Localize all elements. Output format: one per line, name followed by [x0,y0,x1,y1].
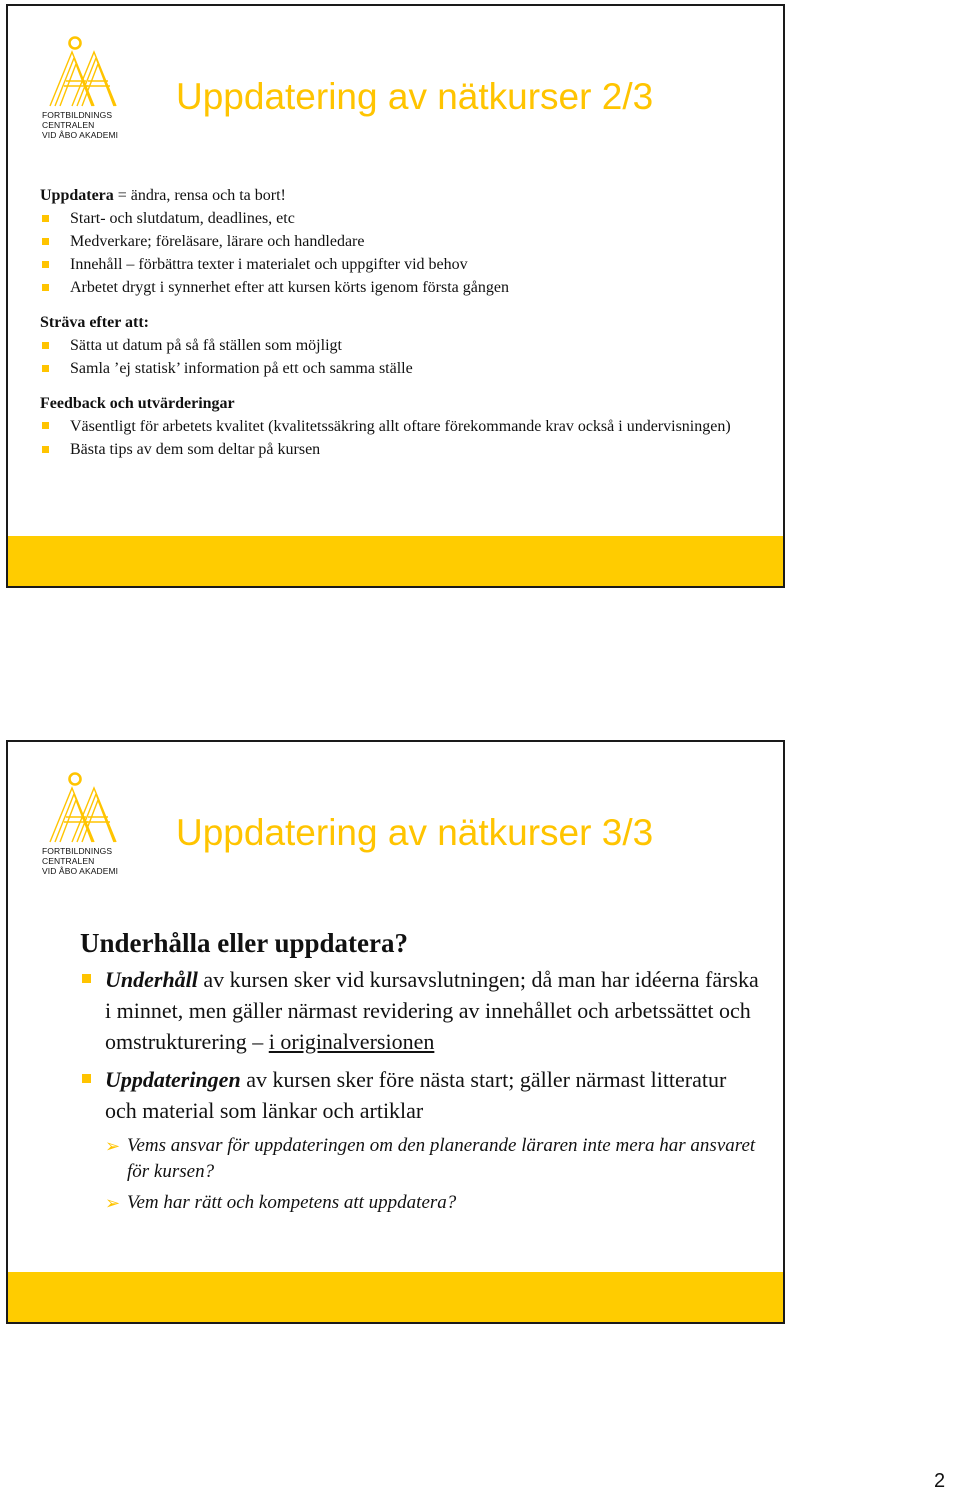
page-number: 2 [934,1470,946,1492]
square-bullet-icon [42,422,49,429]
slide-2 [6,740,785,1324]
bullet-list [80,964,760,1126]
section-heading: Feedback och utvärderingar [40,395,235,412]
item-text: Samla ’ej statisk’ information på ett och samma ställe [70,360,413,377]
item-lead: Uppdateringen [105,1067,241,1092]
square-bullet-icon [42,446,49,453]
arrow-list [105,1133,760,1216]
item-text: Vem har rätt och kompetens att uppdatera? [127,1192,457,1213]
item-lead: Underhåll [105,967,198,992]
logo [42,34,122,149]
item-text: Vems ansvar för uppdateringen om den planerande läraren inte mera har ansvaret för kursen? [127,1135,756,1182]
square-bullet-icon [42,342,49,349]
arrow-list-item [105,1133,760,1185]
arrow-bullet-icon: ➢ [105,1193,121,1213]
list-item [40,415,770,438]
list-item [40,253,770,276]
logo-text [42,110,122,140]
square-bullet-icon [42,238,49,245]
logo-line: VID ÅBO AKADEMI [42,130,119,140]
list-item [40,438,770,461]
heading-rest: = ändra, rensa och ta bort! [113,187,286,204]
item-text: Arbetet drygt i synnerhet efter att kursen körts igenom första gången [70,279,509,296]
list-item [40,207,770,230]
slide-1 [6,4,785,588]
aa-ring-logo-icon [42,770,122,846]
list-item [40,276,770,299]
slide-body [80,926,760,1221]
arrow-list-item [105,1190,760,1216]
section-heading: Sträva efter att: [40,314,149,331]
item-text: Medverkare; föreläsare, lärare och handledare [70,233,365,250]
item-text: Sätta ut datum på så få ställen som möjligt [70,337,342,354]
aa-ring-logo-icon [42,34,122,110]
slide-body [40,184,770,461]
item-text: Väsentligt för arbetets kvalitet (kvalitetssäkring allt oftare förekommande krav också i undervisningen) [70,418,731,435]
logo-line: VID ÅBO AKADEMI [42,866,119,876]
logo [42,770,122,885]
square-bullet-icon [82,974,91,983]
footer-band [8,1272,783,1322]
square-bullet-icon [42,215,49,222]
bullet-list [40,334,770,380]
square-bullet-icon [42,261,49,268]
logo-text [42,846,122,876]
footer-band [8,536,783,586]
arrow-bullet-icon: ➢ [105,1136,121,1156]
square-bullet-icon [42,365,49,372]
logo-line: FORTBILDNINGS [42,110,113,120]
item-text: Bästa tips av dem som deltar på kursen [70,441,321,458]
item-text: Start- och slutdatum, deadlines, etc [70,210,295,227]
square-bullet-icon [42,284,49,291]
list-item [40,334,770,357]
item-text: av kursen sker vid kursavslutningen; då man har idéerna färska i minnet, men gäller närmast revidering av innehållet och arbetssättet och omstrukturering – [105,967,759,1054]
item-text: av kursen sker före nästa start; gäller närmast litteratur och material som länkar och artiklar [105,1067,727,1123]
logo-line: FORTBILDNINGS [42,846,113,856]
list-item [40,357,770,380]
heading-bold: Uppdatera [40,187,114,204]
logo-line: CENTRALEN [42,856,95,866]
section-heading [40,184,770,207]
item-underlined: i originalversionen [268,1029,435,1054]
list-item [80,964,760,1057]
square-bullet-icon [82,1074,91,1083]
bullet-list [40,207,770,299]
logo-line: CENTRALEN [42,120,95,130]
item-text: Innehåll – förbättra texter i materialet och uppgifter vid behov [70,256,468,273]
slide-title: Uppdatering av nätkurser 2/3 [176,76,654,117]
bullet-list [40,415,770,461]
slide-title: Uppdatering av nätkurser 3/3 [176,812,654,853]
list-item [40,230,770,253]
list-item [80,1064,760,1126]
slide-subheading: Underhålla eller uppdatera? [80,928,409,958]
